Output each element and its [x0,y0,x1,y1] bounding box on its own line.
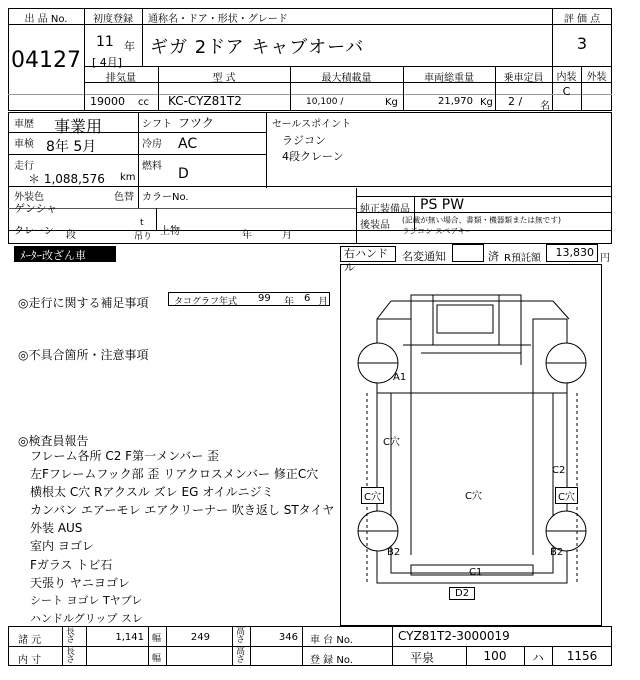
sales-label: セールスポイント [272,119,352,130]
inspector-line: 室内 ヨゴレ [30,539,94,553]
tamper-badge [14,246,116,262]
displacement: 19000 [90,95,125,108]
disp-unit: cc [138,97,149,108]
recycle-amount: 13,830 [555,246,594,259]
damage-c-hole-side: C穴 [361,487,384,504]
fuel-value: D [178,166,189,182]
ac-label: 冷房 [142,139,162,150]
damage-c-hole-right: C穴 [555,487,578,504]
damage-c-hole-left: C穴 [383,437,400,448]
after-label: 後装品 [360,220,390,231]
inspector-line: Fガラス トビ石 [30,558,113,572]
crane-tons-unit: 吊り [134,232,153,242]
name-change-label: 名変通知 [402,250,446,263]
recycle-unit: 円 [600,253,610,264]
inspector-line: シート ヨゴレ Tヤブレ [30,594,143,607]
tacho-month-unit: 月 [318,297,328,308]
damage-diagram [340,264,602,626]
plate-label: 登 録 No. [310,655,353,666]
exterior-label: 外装 [586,72,607,83]
shift-label: シフト [142,119,172,130]
plate-class: 100 [483,649,507,663]
recycle-label: R預託額 [504,253,541,264]
width2-label: 幅 [152,654,162,664]
gvw-label: 車両総重量 [424,73,474,84]
color-change-label: 色替 [114,192,134,203]
after-note: (記載が無い場合、書類・機器類または無です) [402,216,561,226]
shift-value: フツク [178,116,214,130]
ac-value: AC [178,136,198,152]
overall-grade: 3 [576,34,588,53]
color-code-label: カラーNo. [142,192,189,203]
inspector-line: 外装 AUS [30,521,83,535]
color-label: 外装色 [14,192,44,203]
reg-label: 初度登録 [93,14,133,25]
damage-c-hole-center: C穴 [465,491,482,502]
width-value: 249 [190,632,210,643]
length2-label: 長さ [66,647,76,665]
history-label: 車歴 [14,119,34,130]
color-value: ゲンシャ [14,202,58,215]
plate-kana: ハ [531,651,544,665]
interior-grade: C [562,85,571,98]
reg-month: [ 4月] [92,56,123,69]
sales-point-2: 4段クレーン [282,150,344,163]
plate-number: 1156 [566,649,598,663]
inspection-value: 8年 5月 [46,139,97,155]
inspector-label: ◎検査員報告 [18,434,89,448]
inspector-line: 天張り ヤニヨゴレ [30,576,130,590]
tacho-year-unit: 年 [284,297,294,308]
inspector-line: 横根太 C穴 Rアクスル ズレ EG オイルニジミ [30,485,274,499]
defects-label: ◎不具合箇所・注意事項 [18,348,149,362]
spec-row-label: 諸 元 [18,635,42,646]
crane-steps: 段 [66,230,76,241]
recycle-done: 済 [488,250,499,263]
inspector-line: カンバン エアーモレ エアクリーナー 吹き返し STタイヤ [30,503,335,517]
inspector-line: フレーム各所 C2 F第一メンバー 歪 [30,449,220,463]
damage-d2: D2 [449,587,475,600]
height2-label: 高さ [236,647,246,665]
tail-year: 年 [242,230,252,241]
tail-month: 月 [282,230,292,241]
tail-label: 上物 [160,226,180,237]
crane-tons-label: t [140,218,144,228]
crane-label: クレーン [14,226,54,237]
damage-c1: C1 [469,567,483,578]
interior-label: 内装 [556,72,577,83]
lot-label: 出 品 No. [24,14,68,25]
inspector-line: ハンドルグリップ スレ [30,612,143,625]
damage-b2-left: B2 [387,547,401,558]
disp-label: 排気量 [106,73,136,84]
lot-number: 04127 [11,48,81,73]
load-unit: Kg [385,97,398,108]
mileage-label: 走行 [14,161,34,172]
after-items: ラジコン スペアキー [402,227,473,237]
steering-box [340,246,396,274]
inspection-label: 車検 [14,139,34,150]
options-label: 純正装備品 [360,204,410,215]
length-value: 1,141 [115,632,144,643]
damage-a1: A1 [393,372,407,383]
mileage-unit: km [120,172,136,183]
plate-area: 平泉 [410,651,435,665]
tacho-month: 6 [304,293,311,304]
gvw-unit: Kg [480,97,493,108]
damage-c2: C2 [552,465,566,476]
inspector-line: 左Fフレームフック部 歪 リアクロスメンバー 修正C穴 [30,467,319,481]
width-label: 幅 [152,634,162,644]
length-label: 長さ [66,627,76,645]
damage-b2-right: B2 [550,547,564,558]
chassis-label: 車 台 No. [310,635,353,646]
max-load: 10,100 / [306,97,344,107]
model-label: 型 式 [212,73,236,84]
load-label: 最大積載量 [321,73,372,84]
tamper-label: ﾒｰﾀｰ改ざん車 [20,249,86,262]
driving-notes-label: ◎走行に関する補足事項 [18,296,149,310]
cap-unit: 名 [540,101,550,112]
name-change-box [452,244,484,262]
height-label: 高さ [236,627,246,645]
gvw-value: 21,970 [438,96,473,107]
fuel-label: 燃料 [142,161,162,172]
reg-year-unit: 年 [124,40,135,53]
name-label: 通称名・ドア・形状・グレード [148,14,288,25]
height-value: 346 [278,632,298,643]
history-value: 事業用 [54,117,103,136]
tacho-year: 99 [258,293,271,304]
mileage-value: ＊ 1,088,576 [28,172,105,186]
chassis-number: CYZ81T2-3000019 [398,629,510,643]
grade-label: 評 価 点 [563,14,601,25]
cap-label: 乗車定員 [503,73,544,84]
model-code: KC-CYZ81T2 [168,94,242,108]
inner-row-label: 内 寸 [18,655,42,666]
reg-year: 11 [96,34,114,50]
capacity: 2 / [508,95,523,108]
options-value: PS PW [420,197,465,213]
recycle-amount-box [546,244,598,262]
tacho-label: タコグラフ年式 [174,297,238,307]
sales-point-1: ラジコン [282,134,326,147]
steering-value: 右ハンドル [344,247,388,274]
vehicle-name: ギガ 2ドア キャブオーバ [150,37,365,58]
